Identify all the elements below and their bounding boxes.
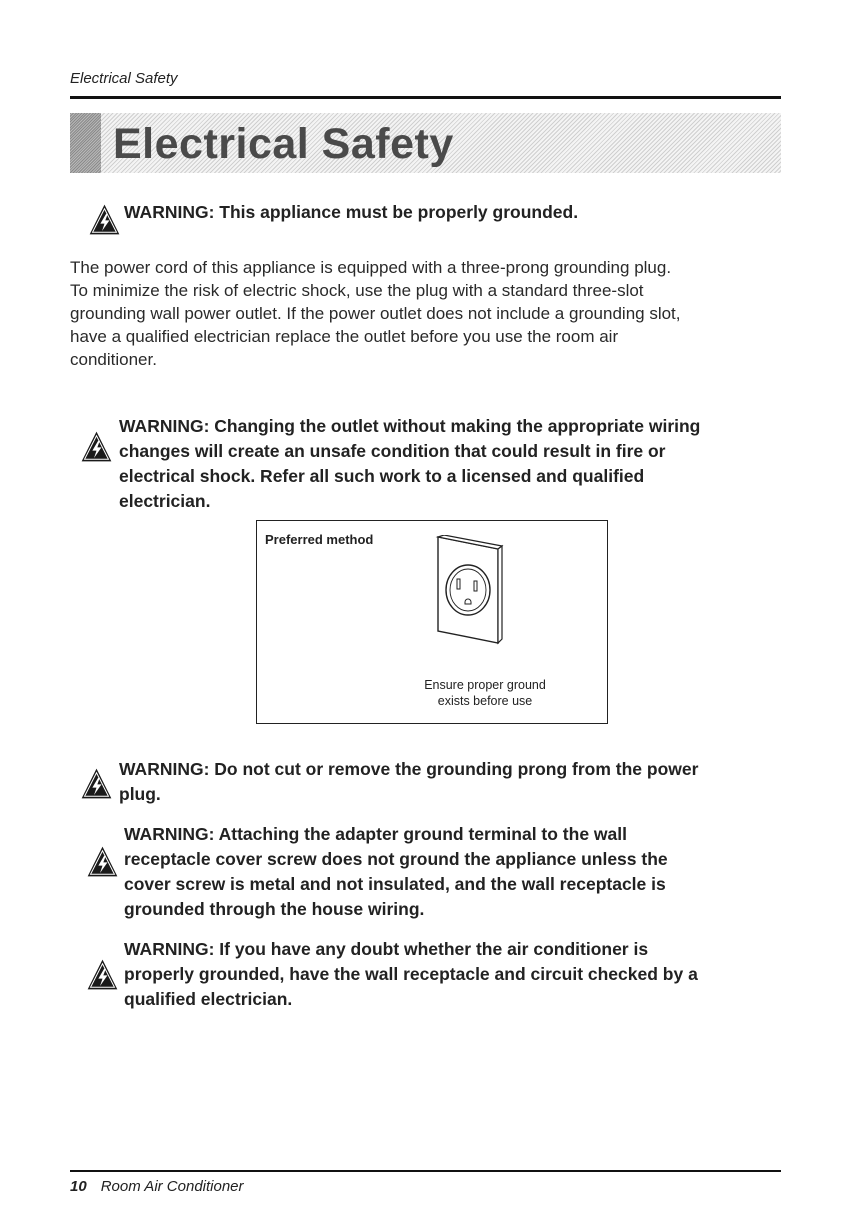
three-prong-outlet-icon <box>420 535 510 645</box>
warning-line: plug. <box>119 784 161 804</box>
warning-line: grounded through the house wiring. <box>124 899 425 919</box>
electric-shock-warning-icon <box>88 203 121 236</box>
body-line: To minimize the risk of electric shock, use the plug with a standard three-slot <box>70 281 644 300</box>
header-rule <box>70 96 781 99</box>
section-title: Electrical Safety <box>113 120 454 168</box>
electric-shock-warning-icon <box>86 958 119 991</box>
body-line: conditioner. <box>70 350 157 369</box>
warning-line: cover screw is metal and not insulated, and the wall receptacle is <box>124 874 666 894</box>
warning-line: WARNING: If you have any doubt whether the air conditioner is <box>124 939 649 959</box>
warning-line: receptacle cover screw does not ground the appliance unless the <box>124 849 668 869</box>
warning-text <box>124 200 578 225</box>
warning-text <box>119 757 698 807</box>
figure-label: Preferred method <box>265 532 374 547</box>
warning-line: qualified electrician. <box>124 989 293 1009</box>
warning-line: electrician. <box>119 491 211 511</box>
page-number: 10 <box>70 1178 87 1195</box>
warning-line: WARNING: Attaching the adapter ground terminal to the wall <box>124 824 627 844</box>
warning-line: electrical shock. Refer all such work to a licensed and qualified <box>119 466 645 486</box>
body-line: grounding wall power outlet. If the power outlet does not include a grounding slot, <box>70 304 681 323</box>
body-line: have a qualified electrician replace the outlet before you use the room air <box>70 327 619 346</box>
running-header: Electrical Safety <box>70 70 178 87</box>
warning-line: WARNING: Do not cut or remove the grounding prong from the power <box>119 759 699 779</box>
warning-text <box>124 937 698 1012</box>
page-footer <box>70 1178 244 1195</box>
section-title-accent <box>70 113 101 173</box>
electric-shock-warning-icon <box>86 845 119 878</box>
warning-line: WARNING: Changing the outlet without making the appropriate wiring <box>119 416 701 436</box>
footer-product: Room Air Conditioner <box>100 1178 244 1195</box>
caption-line: Ensure proper ground <box>424 678 546 692</box>
warning-line: properly grounded, have the wall receptacle and circuit checked by a <box>124 964 698 984</box>
warning-line: WARNING: This appliance must be properly grounded. <box>124 202 579 222</box>
warning-text <box>124 822 668 922</box>
warning-line: changes will create an unsafe condition that could result in fire or <box>119 441 666 461</box>
footer-rule <box>70 1170 781 1172</box>
electric-shock-warning-icon <box>80 767 113 800</box>
electric-shock-warning-icon <box>80 430 113 463</box>
caption-line: exists before use <box>437 694 533 708</box>
warning-text <box>119 414 700 514</box>
body-paragraph <box>70 256 780 371</box>
body-line: The power cord of this appliance is equipped with a three-prong grounding plug. <box>70 258 672 277</box>
figure-caption <box>410 677 560 709</box>
